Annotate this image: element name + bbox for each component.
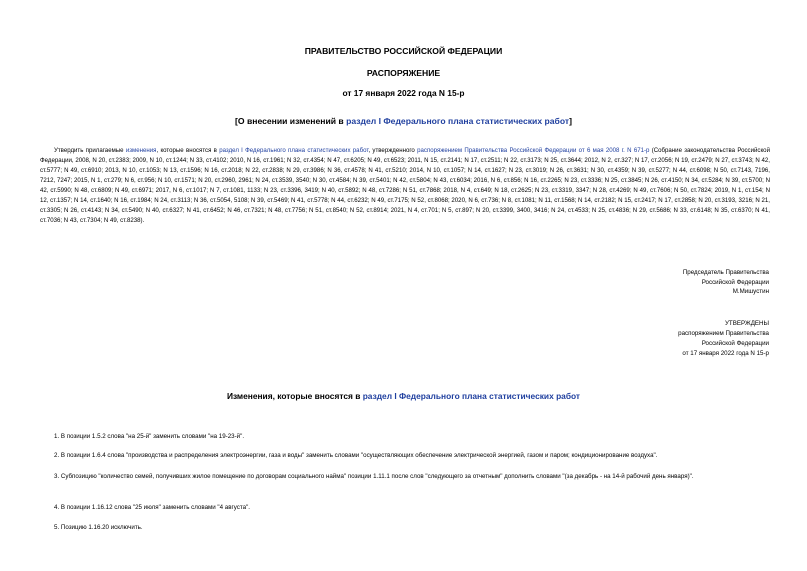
list-item bbox=[40, 472, 770, 482]
approved-block bbox=[678, 319, 769, 359]
document-subject bbox=[0, 116, 807, 126]
order-text-part4: (Собрание законодательства Российской Федерации, 2008, N 20, ст.2383; 2009, N 10, ст.1244; N 33, ст.4102; 2010, N 16, ст.1961; N 32, ст.4354; N 47, ст.6205; N 49, ст.6523; 2011, N 15, ст.2141; N 17, ст.2511; N 22, ст.3173; N 25, ст.3644; 2012, N 2, ст.327; N 17, ст.2056; N 19, ст.2479; N 27, ст.3743; N 42, ст.5777; N 49, ст.6910; 2013, N 10, ст.1053; N 13, ст.1596; N 16, ст.2018; N 22, ст.2838; N 29, ст.3986; N 36, ст.4578; N 41, ст.5210; 2014, N 10, ст.1057; N 14, ст.1627; N 23, ст.3019; N 26, ст.3631; N 30, ст.4359; N 39, ст.5277; N 44, ст.6098; N 50, ст.7143, 7196, 7212, 7247; 2015, N 1, ст.279; N 6, ст.956; N 10, ст.1571; N 20, ст.2960, 2961; N 24, ст.3539, 3540; N 30, ст.4584; N 39, ст.5401; N 42, ст.5804; N 43, ст.6034; 2016, N 6, ст.856; N 16, ст.2265; N 23, ст.3336; N 25, ст.3845; N 26, ст.4150; N 34, ст.5284; N 39, ст.5700; N 42, ст.5990; N 48, ст.6809; N 49, ст.6971; 2017, N 6, ст.1017; N 7, ст.1081, 1133; N 23, ст.3396, 3419; N 40, ст.5892; N 48, ст.7286; N 51, ст.7868; 2018, N 4, ст.649; N 18, ст.2625; N 23, ст.3319, 3347; N 28, ст.4269; N 49, ст.7606; N 50, ст.7824; 2019, N 1, ст.154; N 12, ст.1357; N 14, ст.1640; N 16, ст.1984; N 24, ст.3113; N 36, ст.5054, 5108; N 39, ст.5469; N 41, ст.5778; N 44, ст.6232; N 49, ст.7175; N 52, ст.8068; 2020, N 6, ст.736; N 8, ст.1081; N 11, ст.1568; N 14, ст.2182; N 15, ст.2417; N 17, ст.2858; N 20, ст.3193, 3216; N 21, ст.3305; N 26, ст.4143; N 34, ст.5490; N 40, ст.6327; N 41, ст.6452; N 46, ст.7321; N 48, ст.7756; N 51, ст.8540; N 52, ст.8914; 2021, N 4, ст.701; N 5, ст.897; N 20, ст.3399, 3400, 3416; N 24, ст.4533; N 25, ст.4836; N 29, ст.5686; N 33, ст.6148; N 35, ст.6370; N 41, ст.7036; N 43, ст.7304; N 49, ст.8238). bbox=[40, 147, 770, 225]
signature-position: Председатель Правительства bbox=[682, 269, 769, 276]
changes-link[interactable]: изменения bbox=[125, 147, 157, 154]
list-item-text: 4. В позиции 1.16.12 слова "25 июля" заменить словами "4 августа". bbox=[54, 504, 251, 511]
signature-country: Российской Федерации bbox=[701, 278, 769, 286]
signature-name: М.Мишустин bbox=[732, 288, 769, 296]
list-item bbox=[40, 523, 770, 533]
list-item-text: 1. В позиции 1.5.2 слова "на 25-й" заменить словами "на 19-23-й". bbox=[54, 433, 245, 440]
order-text-part2: , которые вносятся в bbox=[156, 147, 220, 154]
document-type: РАСПОРЯЖЕНИЕ bbox=[366, 68, 441, 78]
list-item-text: 2. В позиции 1.6.4 слова "производства и распределения электроэнергии, газа и воды" заменить словами "осуществляющих обеспечение электрической энергией, газом и паром; кондиционирование воздуха". bbox=[54, 452, 658, 459]
list-item-text: 5. Позицию 1.16.20 исключить. bbox=[54, 524, 143, 531]
order-text-part3: , утвержденного bbox=[368, 147, 418, 154]
document-date-number: от 17 января 2022 года N 15-р bbox=[342, 88, 465, 98]
subject-close: ] bbox=[569, 116, 572, 126]
list-item-text: 3. Субпозицию "количество семей, получивших жилое помещение по договорам социального найма" позиции 1.11.1 после слов "следующего за отчетным" дополнить словами "(за декабрь - на 14-й рабочий день января)". bbox=[54, 473, 694, 480]
section-link[interactable]: раздел I Федерального плана статистических работ bbox=[219, 147, 369, 154]
changes-title bbox=[0, 391, 807, 401]
subject-section-link[interactable]: раздел I Федерального плана статистических работ bbox=[346, 116, 570, 126]
list-item bbox=[40, 432, 770, 442]
approved-country: Российской Федерации bbox=[701, 340, 769, 347]
order-text-part1: Утвердить прилагаемые bbox=[54, 147, 126, 154]
list-item bbox=[40, 451, 770, 461]
changes-title-text: Изменения, которые вносятся в bbox=[226, 391, 363, 401]
order-link[interactable]: распоряжением Правительства Российской Федерации от 6 мая 2008 г. N 671-р bbox=[417, 147, 650, 154]
subject-open: [О внесении изменений в bbox=[235, 116, 347, 126]
approved-label: УТВЕРЖДЕНЫ bbox=[725, 320, 769, 327]
approved-date: от 17 января 2022 года N 15-р bbox=[682, 350, 769, 357]
order-text bbox=[40, 146, 770, 226]
approved-by: распоряжением Правительства bbox=[678, 330, 769, 337]
changes-title-link[interactable]: раздел I Федерального плана статистических работ bbox=[362, 391, 581, 401]
signature-block bbox=[683, 268, 769, 297]
government-heading: ПРАВИТЕЛЬСТВО РОССИЙСКОЙ ФЕДЕРАЦИИ bbox=[304, 46, 503, 56]
list-item bbox=[40, 503, 770, 513]
